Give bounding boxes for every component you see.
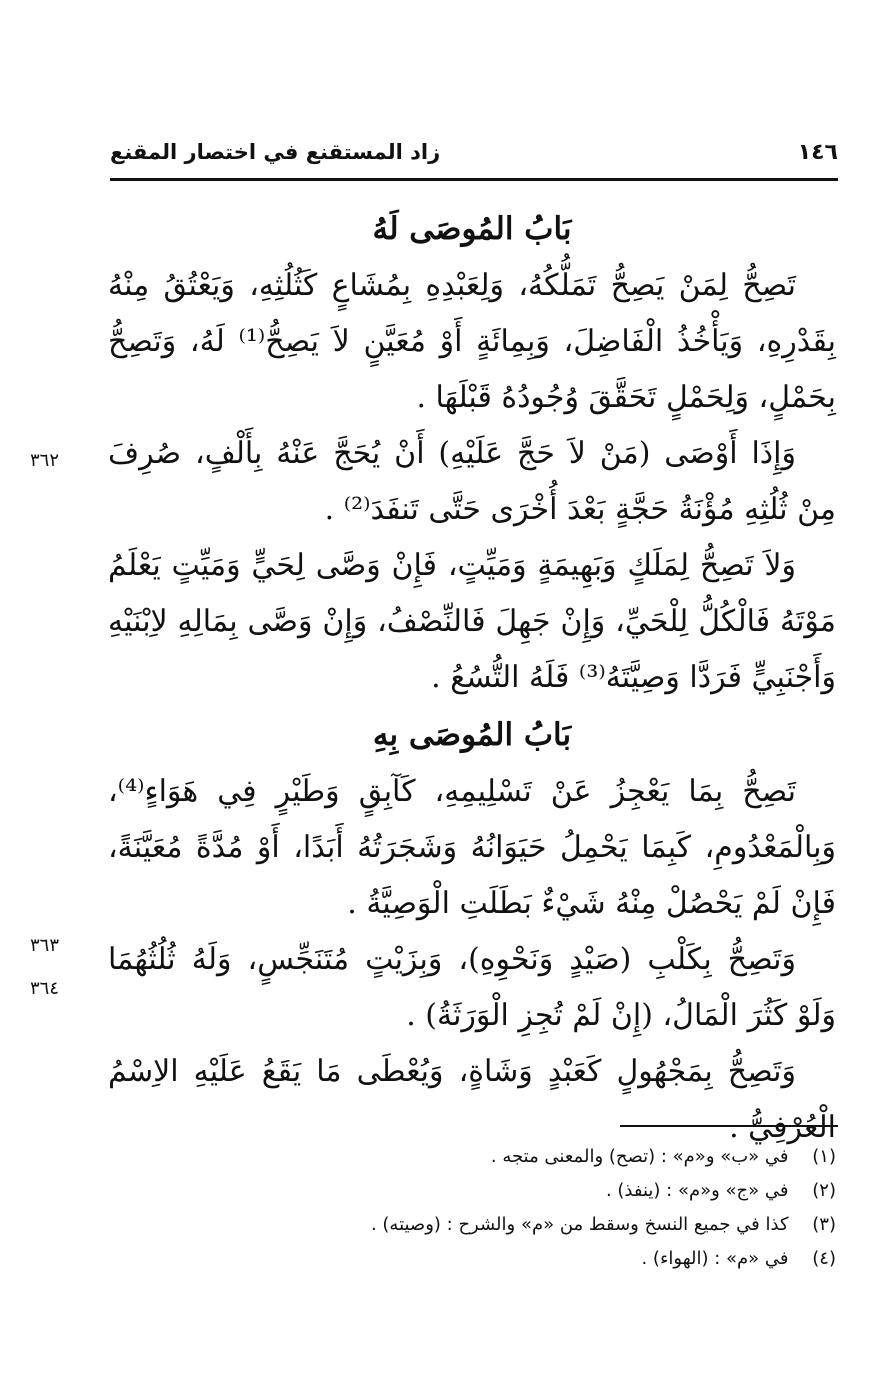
footnote-text: في «م» : (الهواء) . — [641, 1248, 789, 1269]
footnote-rule — [620, 1125, 838, 1127]
page-number: ١٤٦ — [797, 140, 838, 165]
margin-number: ٣٦٤ — [30, 978, 60, 999]
header-rule — [110, 178, 838, 181]
paragraph: تَصِحُّ بِمَا يَعْجِزُ عَنْ تَسْلِيمِهِ، كَآبِقٍ وَطَيْرٍ فِي هَوَاءٍ⁽⁴⁾، وَبِالْمَعْدُومِ، كَبِمَا يَحْمِلُ حَيَوَانُهُ وَشَجَرَتُهُ أَبَدًا، أَوْ مُدَّةً مُعَيَّنَةً، فَإِنْ لَمْ يَحْصُلْ مِنْهُ شَيْءٌ بَطَلَتِ الْوَصِيَّةُ . — [108, 774, 836, 921]
main-text — [108, 200, 836, 1156]
footnote-text: كذا في جميع النسخ وسقط من «م» والشرح : (وصيته) . — [370, 1214, 789, 1235]
footnote — [108, 1242, 836, 1276]
margin-number: ٣٦٣ — [30, 935, 60, 956]
paragraph: وَإِذَا أَوْصَى (مَنْ لاَ حَجَّ عَلَيْهِ) أَنْ يُحَجَّ عَنْهُ بِأَلْفٍ، صُرِفَ مِنْ ثُلُثِهِ مُؤْنَةُ حَجَّةٍ بَعْدَ أُخْرَى حَتَّى تَنفَدَ⁽²⁾ . — [108, 436, 836, 527]
footnote — [108, 1208, 836, 1242]
section-title: بَابُ المُوصَى بِهِ — [372, 717, 572, 753]
paragraph: وَتَصِحُّ بِكَلْبِ (صَيْدٍ وَنَحْوِهِ)، وَبِزَيْتٍ مُتَنَجِّسٍ، وَلَهُ ثُلُثُهُمَا وَلَوْ كَثُرَ الْمَالُ، (إِنْ لَمْ تُجِزِ الْوَرَثَةُ) . — [108, 942, 836, 1033]
footnote-number: (٢) — [812, 1180, 836, 1201]
margin-number: ٣٦٢ — [30, 450, 60, 471]
footnotes — [108, 1140, 836, 1276]
footnote-text: في «ج» و«م» : (ينفذ) . — [605, 1180, 789, 1201]
footnote-number: (٣) — [812, 1214, 836, 1235]
footnote-text: في «ب» و«م» : (تصح) والمعنى متجه . — [490, 1146, 789, 1167]
section-title: بَابُ المُوصَى لَهُ — [372, 211, 572, 247]
footnote — [108, 1140, 836, 1174]
footnote-number: (٤) — [812, 1248, 836, 1269]
book-title: زاد المستقنع في اختصار المقنع — [110, 140, 441, 164]
paragraph: وَتَصِحُّ بِمَجْهُولٍ كَعَبْدٍ وَشَاةٍ، وَيُعْطَى مَا يَقَعُ عَلَيْهِ الاِسْمُ الْعُرْفِيُّ . — [108, 1054, 836, 1145]
footnote-number: (١) — [812, 1146, 836, 1167]
running-header — [110, 140, 838, 176]
paragraph: تَصِحُّ لِمَنْ يَصِحُّ تَمَلُّكُهُ، وَلِعَبْدِهِ بِمُشَاعٍ كَثُلُثِهِ، وَيَعْتُقُ مِنْهُ بِقَدْرِهِ، وَيَأْخُذُ الْفَاضِلَ، وَبِمِائَةٍ أَوْ مُعَيَّنٍ لاَ يَصِحُّ⁽¹⁾ لَهُ، وَتَصِحُّ بِحَمْلٍ، وَلِحَمْلٍ تَحَقَّقَ وُجُودُهُ قَبْلَهَا . — [108, 268, 836, 415]
paragraph: وَلاَ تَصِحُّ لِمَلَكٍ وَبَهِيمَةٍ وَمَيِّتٍ، فَإِنْ وَصَّى لِحَيٍّ وَمَيِّتٍ يَعْلَمُ مَوْتَهُ فَالْكُلُّ لِلْحَيِّ، وَإِنْ جَهِلَ فَالنِّصْفُ، وَإِنْ وَصَّى بِمَالِهِ لاِبْنَيْهِ وَأَجْنَبِيٍّ فَرَدَّا وَصِيَّتَهُ⁽³⁾ فَلَهُ التُّسُعُ . — [108, 548, 836, 695]
footnote — [108, 1174, 836, 1208]
